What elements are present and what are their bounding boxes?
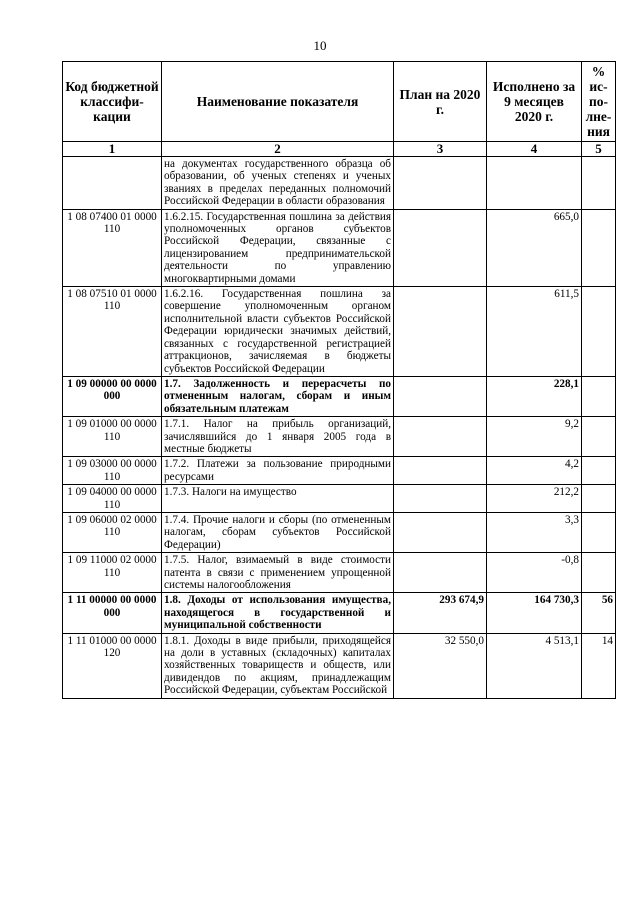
row-plan-cell <box>394 553 487 593</box>
row-plan-cell <box>394 457 487 485</box>
header-plan: План на 2020 г. <box>394 62 487 142</box>
row-code-cell: 1 09 06000 02 0000 110 <box>63 512 162 552</box>
row-executed-cell: 164 730,3 <box>487 593 582 633</box>
row-name-cell: 1.6.2.16. Государственная пошлина за совершение уполномоченным органом исполнительной власти субъектов Российской Федерации юридически значимых действий, связанных с государственной регистрацией аттракционов, зачисляемая в бюджеты субъектов Российской Федерации <box>162 287 394 377</box>
table-row <box>63 457 616 485</box>
row-code-cell: 1 08 07510 01 0000 110 <box>63 287 162 377</box>
table-row <box>63 593 616 633</box>
row-percent-cell <box>582 209 616 286</box>
row-code-cell: 1 11 00000 00 0000 000 <box>63 593 162 633</box>
row-code-cell: 1 09 01000 00 0000 110 <box>63 417 162 457</box>
row-code-cell: 1 08 07400 01 0000 110 <box>63 209 162 286</box>
header-name: Наименование показателя <box>162 62 394 142</box>
row-percent-cell <box>582 287 616 377</box>
row-plan-cell <box>394 157 487 210</box>
row-plan-cell <box>394 417 487 457</box>
row-plan-cell: 293 674,9 <box>394 593 487 633</box>
row-percent-cell <box>582 417 616 457</box>
row-code-cell: 1 11 01000 00 0000 120 <box>63 633 162 698</box>
row-code-cell: 1 09 00000 00 0000 000 <box>63 376 162 416</box>
table-row <box>63 485 616 513</box>
row-percent-cell <box>582 157 616 210</box>
header-code: Код бюджетной классифи-кации <box>63 62 162 142</box>
row-executed-cell: -0,8 <box>487 553 582 593</box>
row-plan-cell <box>394 209 487 286</box>
column-number: 2 <box>162 142 394 157</box>
row-executed-cell: 4 513,1 <box>487 633 582 698</box>
table-row <box>63 417 616 457</box>
table-row <box>63 157 616 210</box>
row-plan-cell <box>394 376 487 416</box>
table-body <box>63 157 616 699</box>
row-percent-cell <box>582 457 616 485</box>
row-executed-cell: 9,2 <box>487 417 582 457</box>
row-name-cell: 1.7.2. Платежи за пользование природными ресурсами <box>162 457 394 485</box>
row-name-cell: 1.8. Доходы от использования имущества, находящегося в государственной и муниципальной собственности <box>162 593 394 633</box>
header-percent: % ис-по-лне-ния <box>582 62 616 142</box>
row-name-cell: 1.6.2.15. Государственная пошлина за действия уполномоченных органов субъектов Российской Федерации, связанные с лицензированием предпринимательской деятельности по управлению многоквартирными домами <box>162 209 394 286</box>
row-name-cell: на документах государственного образца об образовании, об ученых степенях и ученых званиях в пределах переданных полномочий Российской Федерации в области образования <box>162 157 394 210</box>
row-percent-cell <box>582 376 616 416</box>
row-plan-cell <box>394 512 487 552</box>
column-number: 3 <box>394 142 487 157</box>
row-plan-cell: 32 550,0 <box>394 633 487 698</box>
row-percent-cell: 56 <box>582 593 616 633</box>
row-executed-cell: 4,2 <box>487 457 582 485</box>
page-number: 10 <box>313 38 327 53</box>
table-row <box>63 553 616 593</box>
header-executed: Исполнено за 9 месяцев 2020 г. <box>487 62 582 142</box>
row-plan-cell <box>394 485 487 513</box>
column-number: 1 <box>63 142 162 157</box>
table-header-row <box>63 62 616 142</box>
table-row <box>63 633 616 698</box>
row-percent-cell: 14 <box>582 633 616 698</box>
row-name-cell: 1.7.5. Налог, взимаемый в виде стоимости патента в связи с применением упрощенной системы налогообложения <box>162 553 394 593</box>
row-executed-cell <box>487 157 582 210</box>
row-name-cell: 1.7.4. Прочие налоги и сборы (по отмененным налогам, сборам субъектов Российской Федерации) <box>162 512 394 552</box>
table-row <box>63 287 616 377</box>
row-executed-cell: 665,0 <box>487 209 582 286</box>
table-row <box>63 209 616 286</box>
row-percent-cell <box>582 485 616 513</box>
row-percent-cell <box>582 553 616 593</box>
row-code-cell: 1 09 03000 00 0000 110 <box>63 457 162 485</box>
column-number-row <box>63 142 616 157</box>
row-code-cell: 1 09 04000 00 0000 110 <box>63 485 162 513</box>
row-name-cell: 1.7. Задолженность и перерасчеты по отмененным налогам, сборам и иным обязательным платежам <box>162 376 394 416</box>
row-code-cell <box>63 157 162 210</box>
row-executed-cell: 3,3 <box>487 512 582 552</box>
budget-table <box>62 61 616 699</box>
table-row <box>63 376 616 416</box>
column-number: 4 <box>487 142 582 157</box>
table-row <box>63 512 616 552</box>
row-name-cell: 1.7.1. Налог на прибыль организаций, зачислявшийся до 1 января 2005 года в местные бюджеты <box>162 417 394 457</box>
column-number: 5 <box>582 142 616 157</box>
row-executed-cell: 212,2 <box>487 485 582 513</box>
row-name-cell: 1.7.3. Налоги на имущество <box>162 485 394 513</box>
row-executed-cell: 228,1 <box>487 376 582 416</box>
row-plan-cell <box>394 287 487 377</box>
row-percent-cell <box>582 512 616 552</box>
row-executed-cell: 611,5 <box>487 287 582 377</box>
row-code-cell: 1 09 11000 02 0000 110 <box>63 553 162 593</box>
row-name-cell: 1.8.1. Доходы в виде прибыли, приходящейся на доли в уставных (складочных) капиталах хозяйственных товариществ и обществ, или дивидендов по акциям, принадлежащим Российской Федерации, субъектам Российской <box>162 633 394 698</box>
